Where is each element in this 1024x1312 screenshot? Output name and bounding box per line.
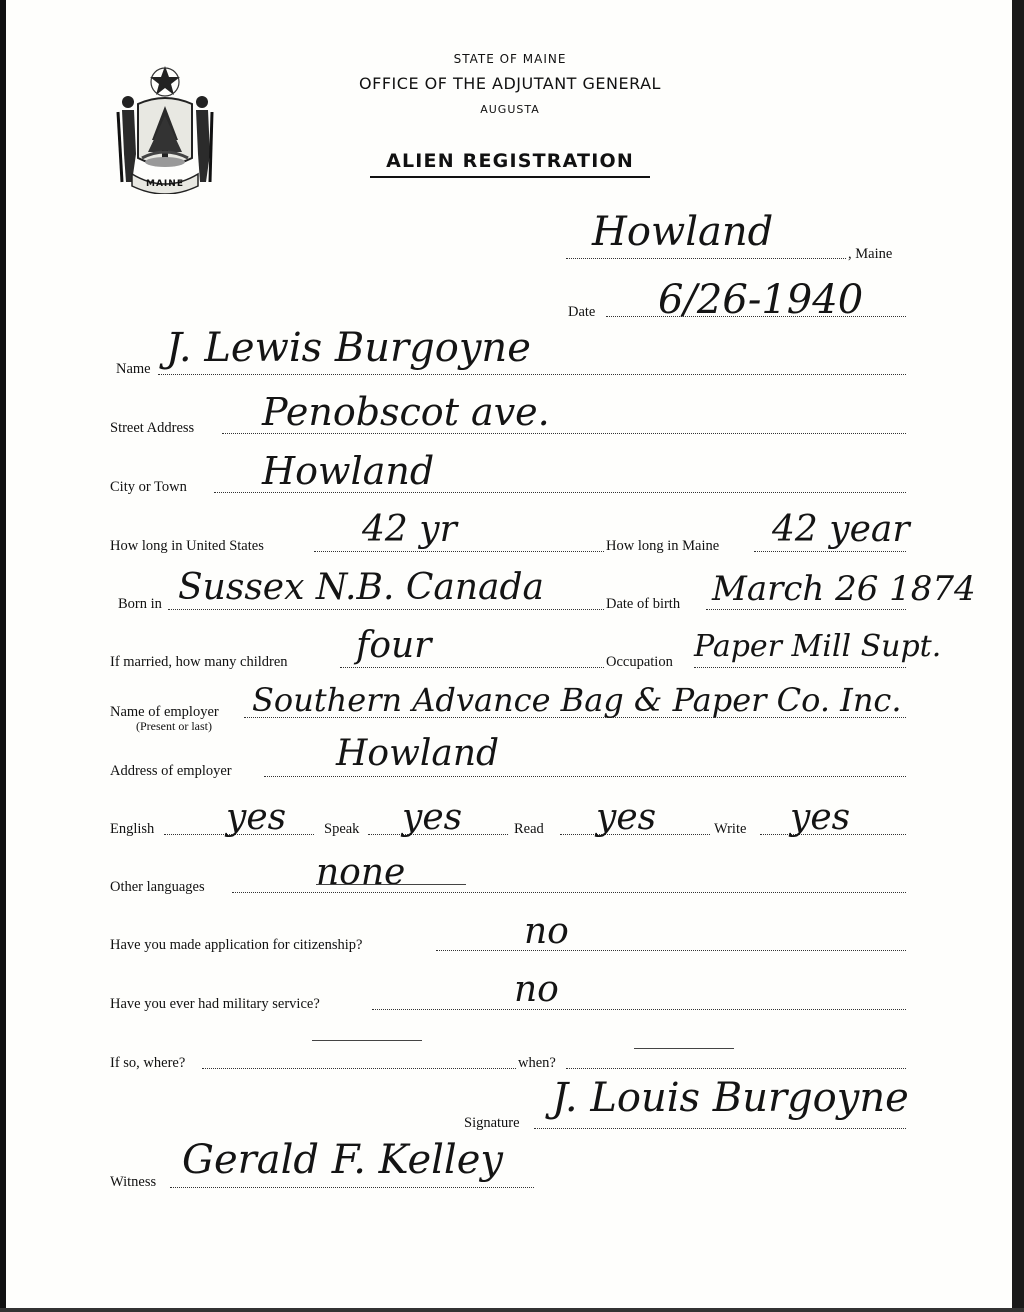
born-in-dotted-line <box>168 609 604 610</box>
employer-address-label: Address of employer <box>110 763 232 779</box>
city-value: Howland <box>262 449 435 493</box>
citizenship-dotted-line <box>436 950 906 951</box>
title-underline <box>370 176 650 178</box>
street-label: Street Address <box>110 420 195 436</box>
how-long-us-dotted-line <box>314 551 604 552</box>
how-long-us-value: 42 yr <box>362 509 457 550</box>
other-languages-value: none <box>316 852 406 893</box>
speak-value: yes <box>402 797 463 838</box>
header-office: OFFICE OF THE ADJUTANT GENERAL <box>359 74 661 93</box>
place-value: Howland <box>592 209 774 255</box>
children-label: If married, how many children <box>110 654 288 670</box>
employer-label: Name of employer <box>110 704 219 720</box>
born-in-value: Sussex N.B. Canada <box>178 567 544 608</box>
other-languages-underline <box>316 884 466 885</box>
date-of-birth-dotted-line <box>706 609 906 610</box>
date-of-birth-value: March 26 1874 <box>712 569 976 609</box>
city-label: City or Town <box>110 479 187 495</box>
write-value: yes <box>790 797 851 838</box>
scan-edge-bottom <box>0 1308 1024 1312</box>
born-in-label: Born in <box>118 596 162 612</box>
english-label: English <box>110 821 155 837</box>
where-label: If so, where? <box>110 1055 186 1071</box>
how-long-us-label: How long in United States <box>110 538 264 554</box>
english-value: yes <box>226 797 287 838</box>
witness-value: Gerald F. Kelley <box>182 1137 503 1183</box>
seal-banner-text: MAINE <box>146 179 184 189</box>
place-suffix: , Maine <box>848 246 893 262</box>
name-label: Name <box>116 361 151 377</box>
name-dotted-line <box>158 374 906 375</box>
how-long-maine-label: How long in Maine <box>606 538 720 554</box>
occupation-dotted-line <box>694 667 906 668</box>
speak-label: Speak <box>324 821 360 837</box>
occupation-label: Occupation <box>606 654 673 670</box>
scan-edge-left <box>0 0 6 1312</box>
occupation-value: Paper Mill Supt. <box>694 629 942 664</box>
children-dotted-line <box>340 667 604 668</box>
military-value: no <box>514 969 559 1010</box>
place-dotted-line <box>566 258 846 259</box>
date-of-birth-label: Date of birth <box>606 596 681 612</box>
military-label: Have you ever had military service? <box>110 996 320 1012</box>
employer-value: Southern Advance Bag & Paper Co. Inc. <box>252 681 902 719</box>
scan-edge-right <box>1012 0 1024 1312</box>
when-dotted-line <box>566 1068 906 1069</box>
street-value: Penobscot ave. <box>262 390 550 434</box>
other-languages-label: Other languages <box>110 879 205 895</box>
when-label: when? <box>518 1055 556 1071</box>
children-value: four <box>356 625 432 666</box>
employer-address-dotted-line <box>264 776 906 777</box>
where-dash <box>312 1040 422 1041</box>
military-dotted-line <box>372 1009 906 1010</box>
date-label: Date <box>568 304 596 320</box>
maine-state-seal <box>112 62 218 194</box>
signature-value: J. Louis Burgoyne <box>552 1075 909 1121</box>
witness-dotted-line <box>170 1187 534 1188</box>
citizenship-value: no <box>524 911 569 952</box>
signature-dotted-line <box>534 1128 906 1129</box>
employer-sublabel: (Present or last) <box>136 719 212 733</box>
read-value: yes <box>596 797 657 838</box>
witness-label: Witness <box>110 1174 157 1190</box>
header-state: STATE OF MAINE <box>453 52 567 66</box>
how-long-maine-dotted-line <box>754 551 906 552</box>
employer-address-value: Howland <box>336 733 500 774</box>
write-label: Write <box>714 821 747 837</box>
when-dash <box>634 1048 734 1049</box>
header-city: AUGUSTA <box>480 103 540 116</box>
signature-label: Signature <box>464 1115 520 1131</box>
where-dotted-line <box>202 1068 516 1069</box>
read-label: Read <box>514 821 544 837</box>
citizenship-label: Have you made application for citizenship? <box>110 937 363 953</box>
form-title: ALIEN REGISTRATION <box>386 150 634 172</box>
date-value: 6/26-1940 <box>658 277 864 323</box>
how-long-maine-value: 42 year <box>772 509 910 550</box>
name-value: J. Lewis Burgoyne <box>166 325 531 371</box>
